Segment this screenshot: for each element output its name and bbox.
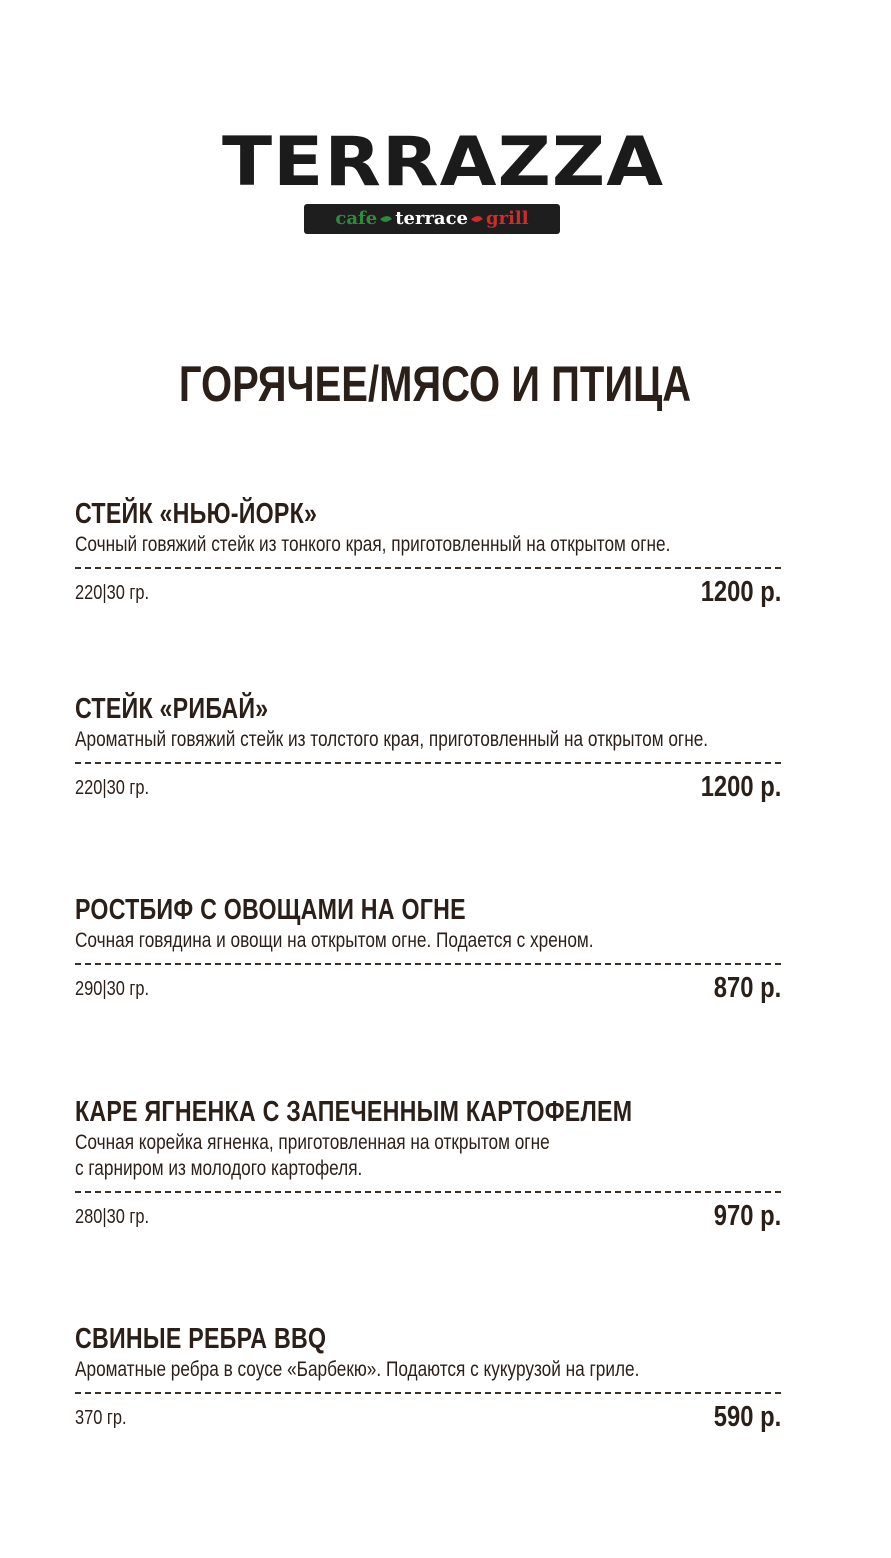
dashed-divider <box>75 963 781 965</box>
menu-item-weight: 290|30 гр. <box>75 978 150 1000</box>
menu-item-meta <box>75 971 781 1005</box>
menu-item-price: 870 р. <box>713 972 781 1004</box>
menu-item-weight: 370 гр. <box>75 1407 127 1429</box>
menu-item-description: Ароматные ребра в соусе «Барбекю». Подаются с кукурузой на гриле. <box>75 1358 640 1381</box>
dashed-divider <box>75 567 781 569</box>
menu-item-description: Ароматный говяжий стейк из толстого края, приготовленный на открытом огне. <box>75 728 709 751</box>
menu-item-price: 1200 р. <box>700 576 781 608</box>
menu-item-name: РОСТБИФ С ОВОЩАМИ НА ОГНЕ <box>75 894 466 926</box>
logo-wordmark: TERRAZZA <box>222 123 665 202</box>
menu-item <box>75 1322 781 1434</box>
menu-item-price: 1200 р. <box>700 771 781 803</box>
dashed-divider <box>75 1392 781 1394</box>
menu-item-meta <box>75 770 781 804</box>
dashed-divider <box>75 1191 781 1193</box>
dashed-divider <box>75 762 781 764</box>
menu-item-name: СТЕЙК «РИБАЙ» <box>75 693 269 725</box>
menu-item-description: Сочная корейка ягненка, приготовленная на открытом огне <box>75 1131 550 1154</box>
menu-item <box>75 1095 781 1233</box>
logo-tagline-strip <box>304 204 560 234</box>
menu-item-price: 970 р. <box>713 1200 781 1232</box>
menu-item-price: 590 р. <box>713 1401 781 1433</box>
leaf-icon-red <box>471 214 483 224</box>
menu-item-description: Сочный говяжий стейк из тонкого края, приготовленный на открытом огне. <box>75 533 671 556</box>
menu-item-weight: 220|30 гр. <box>75 777 150 799</box>
logo-tagline-grill: grill <box>486 208 529 229</box>
menu-item <box>75 692 781 804</box>
leaf-icon-green <box>380 214 392 224</box>
menu-item-meta <box>75 1199 781 1233</box>
menu-item-name: КАРЕ ЯГНЕНКА С ЗАПЕЧЕННЫМ КАРТОФЕЛЕМ <box>75 1096 633 1128</box>
section-title: ГОРЯЧЕЕ/МЯСО И ПТИЦА <box>178 356 692 412</box>
menu-item-meta <box>75 575 781 609</box>
logo-tagline-cafe: cafe <box>335 208 378 229</box>
terrazza-logo <box>222 123 665 238</box>
menu-item-description-line-2: с гарниром из молодого картофеля. <box>75 1157 363 1180</box>
logo-tagline-terrace: terrace <box>395 208 469 229</box>
menu-item-description: Сочная говядина и овощи на открытом огне. Подается с хреном. <box>75 929 594 952</box>
menu-item-weight: 220|30 гр. <box>75 582 150 604</box>
menu-item-meta <box>75 1400 781 1434</box>
menu-item <box>75 497 781 609</box>
menu-item <box>75 893 781 1005</box>
menu-item-name: СТЕЙК «НЬЮ-ЙОРК» <box>75 498 318 530</box>
menu-item-weight: 280|30 гр. <box>75 1206 150 1228</box>
menu-item-name: СВИНЫЕ РЕБРА BBQ <box>75 1323 327 1355</box>
